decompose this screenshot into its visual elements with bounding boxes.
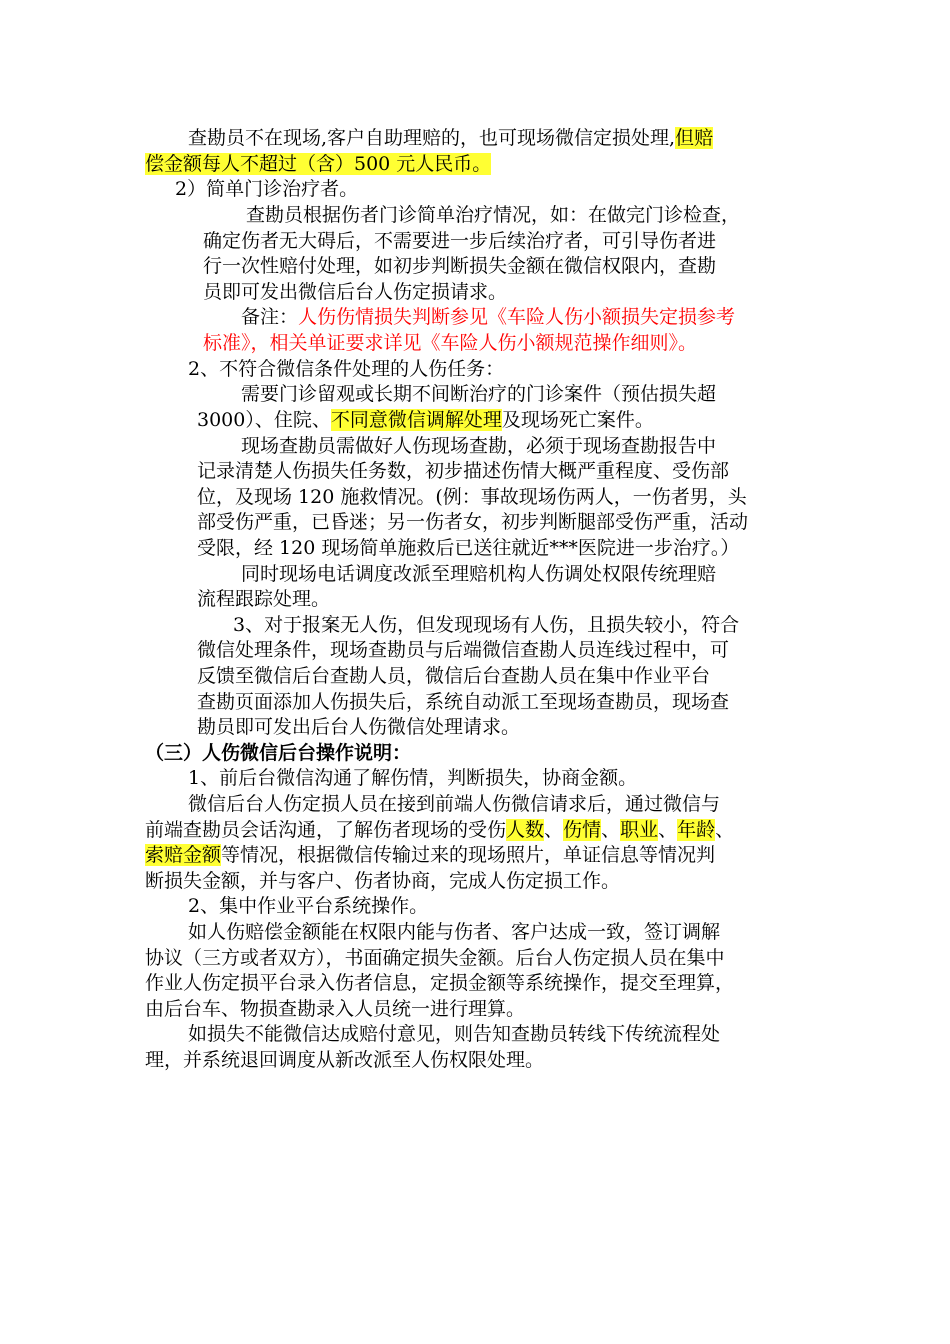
paragraph-self-service-line2 bbox=[145, 152, 491, 178]
text-line: 行一次性赔付处理，如初步判断损失金额在微信权限内，查勘 bbox=[203, 255, 717, 277]
heading-simple-outpatient: 2）简单门诊治疗者。 bbox=[175, 178, 359, 200]
text: 及现场死亡案件。 bbox=[501, 409, 654, 431]
text-line: 现场查勘员需做好人伤现场查勘，必须于现场查勘报告中 bbox=[241, 435, 717, 457]
paragraph-self-service-line1 bbox=[188, 126, 713, 152]
text-line: 如人伤赔偿金额能在权限内能与伤者、客户达成一致，签订调解 bbox=[188, 921, 721, 943]
separator: 、 bbox=[715, 819, 735, 841]
highlighted-text: 索赔金额 bbox=[145, 844, 222, 866]
text-line: 微信后台人伤定损人员在接到前端人伤微信请求后，通过微信与 bbox=[188, 793, 721, 815]
text-line: 微信处理条件，现场查勘员与后端微信查勘人员连线过程中，可 bbox=[197, 639, 730, 661]
section-heading: （三）人伤微信后台操作说明： bbox=[145, 742, 412, 764]
text: 等情况，根据微信传输过来的现场照片，单证信息等情况判 bbox=[221, 844, 716, 866]
text-line: 受限，经 120 现场简单施救后已送往就近***医院进一步治疗。） bbox=[197, 537, 740, 559]
text-line bbox=[197, 408, 654, 434]
text-line bbox=[145, 843, 715, 869]
highlighted-text: 年龄 bbox=[677, 819, 716, 841]
text-line: 需要门诊留观或长期不间断治疗的门诊案件（预估损失超 bbox=[241, 383, 717, 405]
text-line: 记录清楚人伤损失任务数，初步描述伤情大概严重程度、受伤部 bbox=[197, 460, 730, 482]
text-line: 由后台车、物损查勘录入人员统一进行理算。 bbox=[145, 998, 526, 1020]
text-line: 员即可发出微信后台人伤定损请求。 bbox=[203, 281, 508, 303]
text-line: 理，并系统退回调度从新改派至人伤权限处理。 bbox=[145, 1049, 545, 1071]
text-line bbox=[145, 818, 734, 844]
note-line2: 标准》，相关单证要求详见《车险人伤小额规范操作细则》。 bbox=[203, 332, 698, 354]
text-line: 查勘员根据伤者门诊简单治疗情况，如：在做完门诊检查， bbox=[246, 204, 741, 226]
text: 3000）、住院、 bbox=[197, 409, 331, 431]
text-line: 2、集中作业平台系统操作。 bbox=[188, 895, 429, 917]
text-line: 确定伤者无大碍后，不需要进一步后续治疗者，可引导伤者进 bbox=[203, 230, 717, 252]
note-line1 bbox=[241, 305, 735, 331]
highlighted-text: 伤情 bbox=[563, 819, 602, 841]
text-line: 1、前后台微信沟通了解伤情，判断损失，协商金额。 bbox=[188, 767, 638, 789]
text-line: 3、对于报案无人伤，但发现现场有人伤，且损失较小，符合 bbox=[233, 614, 740, 636]
separator: 、 bbox=[658, 819, 678, 841]
separator: 、 bbox=[601, 819, 621, 841]
text-line: 如损失不能微信达成赔付意见，则告知查勘员转线下传统流程处 bbox=[188, 1023, 721, 1045]
red-text: 人伤伤情损失判断参见《车险人伤小额损失定损参考 bbox=[298, 306, 736, 328]
text-line: 断损失金额，并与客户、伤者协商，完成人伤定损工作。 bbox=[145, 870, 621, 892]
text-line: 同时现场电话调度改派至理赔机构人伤调处权限传统理赔 bbox=[241, 563, 717, 585]
highlighted-text: 职业 bbox=[620, 819, 659, 841]
highlighted-text: 不同意微信调解处理 bbox=[330, 409, 502, 431]
text-line: 反馈至微信后台查勘人员，微信后台查勘人员在集中作业平台 bbox=[197, 665, 711, 687]
separator: 、 bbox=[544, 819, 564, 841]
note-label: 备注： bbox=[241, 306, 299, 328]
text-line: 作业人伤定损平台录入伤者信息，定损金额等系统操作，提交至理算， bbox=[145, 972, 735, 994]
text-line: 流程跟踪处理。 bbox=[197, 588, 331, 610]
text-line: 查勘页面添加人伤损失后，系统自动派工至现场查勘员，现场查 bbox=[197, 691, 730, 713]
highlighted-text: 人数 bbox=[506, 819, 545, 841]
highlighted-text: 但赔 bbox=[675, 127, 714, 149]
text-line: 部受伤严重，已昏迷；另一伤者女，初步判断腿部受伤严重，活动 bbox=[197, 511, 749, 533]
text: 前端查勘员会话沟通，了解伤者现场的受伤 bbox=[145, 819, 507, 841]
heading-non-wechat: 2、不符合微信条件处理的人伤任务： bbox=[188, 358, 505, 380]
text-line: 协议（三方或者双方），书面确定损失金额。后台人伤定损人员在集中 bbox=[145, 947, 725, 969]
highlighted-text: 偿金额每人不超过（含）500 元人民币。 bbox=[145, 153, 492, 175]
text-line: 勘员即可发出后台人伤微信处理请求。 bbox=[197, 716, 521, 738]
text-line: 位，及现场 120 施救情况。(例：事故现场伤两人，一伤者男，头 bbox=[197, 486, 747, 508]
text: 查勘员不在现场,客户自助理赔的，也可现场微信定损处理, bbox=[188, 127, 676, 149]
